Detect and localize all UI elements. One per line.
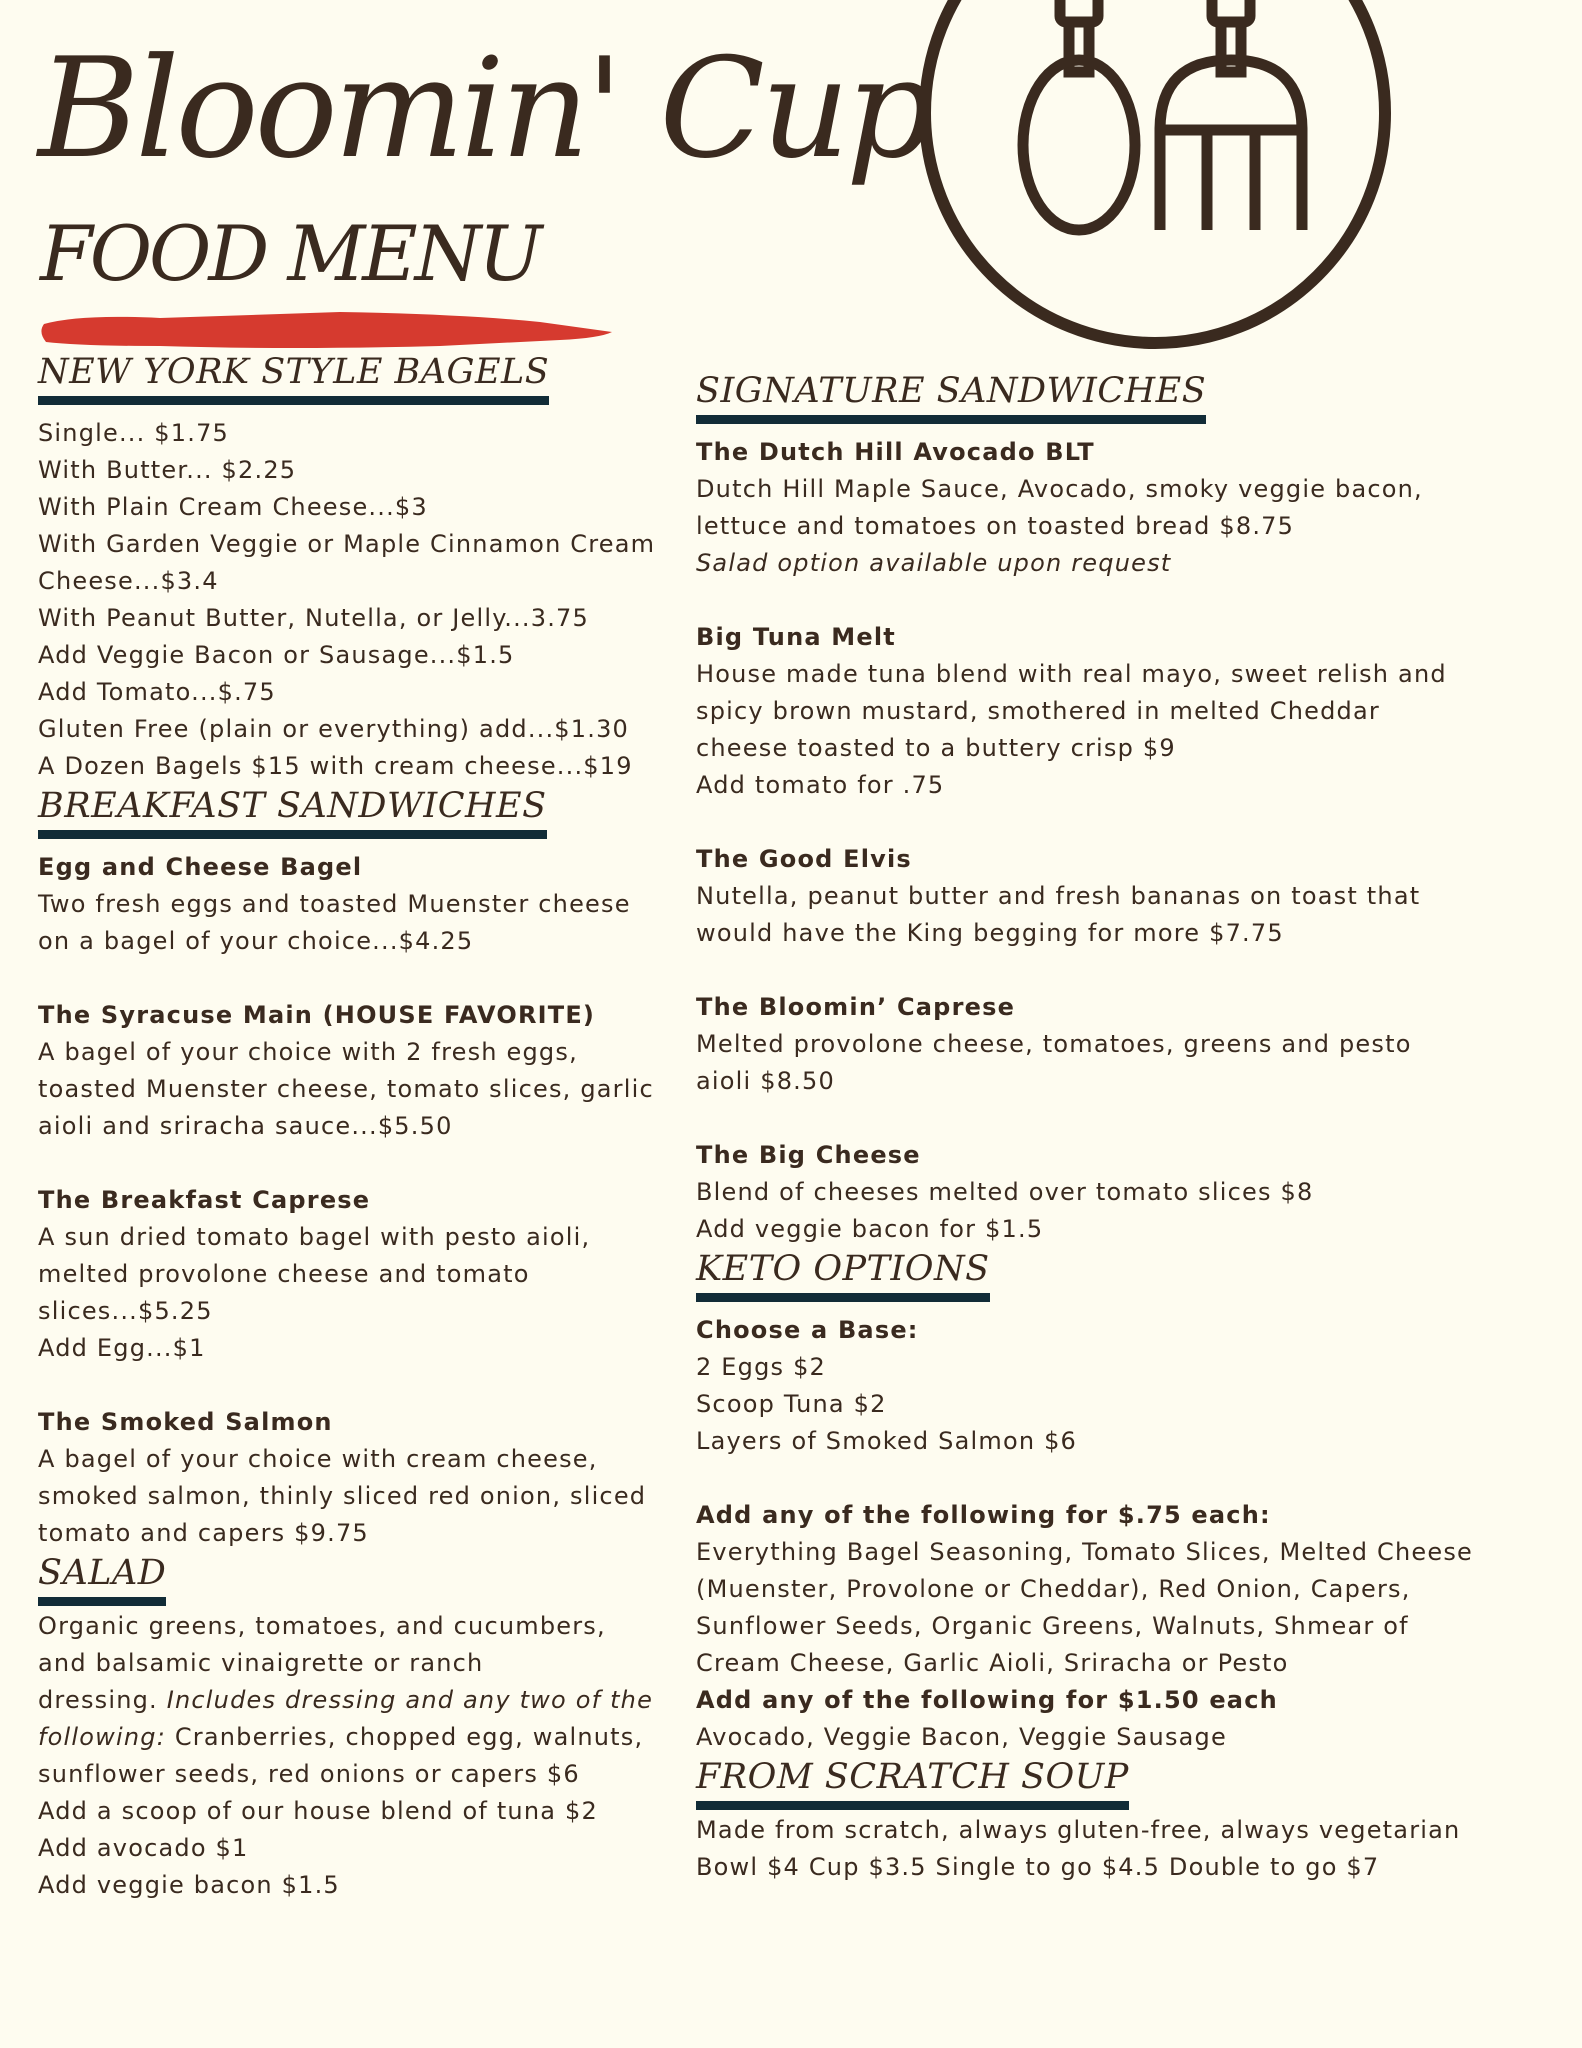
- menu-line: Single... $1.75: [38, 419, 230, 447]
- menu-line: Sunflower Seeds, Organic Greens, Walnuts, Shmear of: [696, 1612, 1409, 1640]
- item-desc: Add tomato for .75: [696, 771, 945, 799]
- menu-line: Cream Cheese, Garlic Aioli, Sriracha or Pesto: [696, 1649, 1289, 1677]
- menu-line: Add Tomato...$.75: [38, 678, 276, 706]
- menu-line: Layers of Smoked Salmon $6: [696, 1427, 1078, 1455]
- item-name: Egg and Cheese Bagel: [38, 853, 363, 881]
- item-desc: tomato and capers $9.75: [38, 1519, 369, 1547]
- menu-line: sunflower seeds, red onions or capers $6: [38, 1760, 580, 1788]
- menu-line: With Garden Veggie or Maple Cinnamon Cream: [38, 530, 656, 558]
- item-desc: toasted Muenster cheese, tomato slices, garlic: [38, 1075, 654, 1103]
- keto-addon-label: Add any of the following for $1.50 each: [696, 1686, 1278, 1714]
- menu-line: Gluten Free (plain or everything) add...$1.30: [38, 715, 630, 743]
- section-underline: [38, 1597, 166, 1606]
- menu-line: Add veggie bacon $1.5: [38, 1871, 340, 1899]
- bagels-section: [38, 352, 738, 785]
- item-desc: Add veggie bacon for $1.5: [696, 1215, 1044, 1243]
- section-underline: [696, 1801, 1129, 1810]
- section-underline: [38, 396, 549, 405]
- item-desc: cheese toasted to a buttery crisp $9: [696, 734, 1176, 762]
- menu-line: (Muenster, Provolone or Cheddar), Red Onion, Capers,: [696, 1575, 1411, 1603]
- menu-line: With Peanut Butter, Nutella, or Jelly...3.75: [38, 604, 589, 632]
- menu-line: [38, 1719, 738, 1756]
- menu-line: [38, 1682, 738, 1719]
- item-name: The Breakfast Caprese: [38, 1186, 371, 1214]
- salad-text: dressing.: [38, 1686, 167, 1714]
- item-name: The Syracuse Main (HOUSE FAVORITE): [38, 1001, 596, 1029]
- right-column: [696, 371, 1536, 1886]
- item-desc: Dutch Hill Maple Sauce, Avocado, smoky veggie bacon,: [696, 475, 1423, 503]
- menu-line: Add Veggie Bacon or Sausage...$1.5: [38, 641, 515, 669]
- section-heading: SALAD: [38, 1553, 167, 1593]
- menu-line: Add a scoop of our house blend of tuna $2: [38, 1797, 598, 1825]
- red-brush-stroke: [40, 310, 620, 352]
- item-desc: A bagel of your choice with cream cheese,: [38, 1445, 598, 1473]
- spoon-fork-icon: [900, 0, 1410, 350]
- item-desc: aioli and sriracha sauce...$5.50: [38, 1112, 453, 1140]
- item-desc: Blend of cheeses melted over tomato slices $8: [696, 1178, 1314, 1206]
- item-note: Salad option available upon request: [696, 549, 1172, 577]
- item-desc: would have the King begging for more $7.75: [696, 919, 1284, 947]
- section-heading: SIGNATURE SANDWICHES: [696, 371, 1207, 411]
- salad-italic-text: Includes dressing and any two of the: [166, 1686, 654, 1714]
- section-heading: FROM SCRATCH SOUP: [696, 1757, 1129, 1797]
- item-name: The Smoked Salmon: [38, 1408, 333, 1436]
- section-underline: [696, 1293, 990, 1302]
- item-desc: slices...$5.25: [38, 1297, 213, 1325]
- restaurant-title: Bloomin' Cup: [38, 28, 931, 189]
- left-column: [38, 352, 738, 1904]
- menu-line: Avocado, Veggie Bacon, Veggie Sausage: [696, 1723, 1227, 1751]
- section-heading: KETO OPTIONS: [696, 1249, 990, 1289]
- item-desc: spicy brown mustard, smothered in melted Cheddar: [696, 697, 1380, 725]
- item-name: The Big Cheese: [696, 1141, 921, 1169]
- menu-line: With Plain Cream Cheese...$3: [38, 493, 428, 521]
- item-name: The Bloomin’ Caprese: [696, 993, 1016, 1021]
- item-desc: Two fresh eggs and toasted Muenster cheese: [38, 890, 631, 918]
- menu-line: and balsamic vinaigrette or ranch: [38, 1649, 484, 1677]
- menu-line: Bowl $4 Cup $3.5 Single to go $4.5 Double to go $7: [696, 1853, 1380, 1881]
- item-desc: melted provolone cheese and tomato: [38, 1260, 530, 1288]
- salad-section: [38, 1553, 738, 1904]
- menu-line: Made from scratch, always gluten-free, always vegetarian: [696, 1816, 1461, 1844]
- menu-subtitle: FOOD MENU: [40, 209, 540, 298]
- item-desc: smoked salmon, thinly sliced red onion, sliced: [38, 1482, 647, 1510]
- item-name: Big Tuna Melt: [696, 623, 896, 651]
- section-heading: NEW YORK STYLE BAGELS: [38, 352, 550, 392]
- item-desc: House made tuna blend with real mayo, sweet relish and: [696, 660, 1447, 688]
- menu-line: Cheese...$3.4: [38, 567, 219, 595]
- item-desc: Add Egg...$1: [38, 1334, 206, 1362]
- section-underline: [696, 415, 1206, 424]
- menu-line: A Dozen Bagels $15 with cream cheese...$19: [38, 752, 633, 780]
- item-name: The Good Elvis: [696, 845, 912, 873]
- salad-italic-text: following:: [38, 1723, 166, 1751]
- keto-addon-label: Add any of the following for $.75 each:: [696, 1501, 1271, 1529]
- soup-section: [696, 1757, 1536, 1886]
- salad-text: Cranberries, chopped egg, walnuts,: [165, 1723, 644, 1751]
- menu-line: Everything Bagel Seasoning, Tomato Slices, Melted Cheese: [696, 1538, 1474, 1566]
- item-name: The Dutch Hill Avocado BLT: [696, 438, 1095, 466]
- signature-section: [696, 371, 1536, 1248]
- keto-base-label: Choose a Base:: [696, 1316, 919, 1344]
- item-desc: aioli $8.50: [696, 1067, 835, 1095]
- menu-line: Organic greens, tomatoes, and cucumbers,: [38, 1612, 606, 1640]
- menu-line: 2 Eggs $2: [696, 1353, 827, 1381]
- item-desc: lettuce and tomatoes on toasted bread $8.75: [696, 512, 1295, 540]
- breakfast-section: [38, 786, 738, 1552]
- item-desc: A sun dried tomato bagel with pesto aioli,: [38, 1223, 591, 1251]
- keto-section: [696, 1249, 1536, 1756]
- item-desc: A bagel of your choice with 2 fresh eggs,: [38, 1038, 578, 1066]
- item-desc: on a bagel of your choice...$4.25: [38, 927, 474, 955]
- menu-line: Add avocado $1: [38, 1834, 249, 1862]
- section-underline: [38, 830, 547, 839]
- menu-line: Scoop Tuna $2: [696, 1390, 887, 1418]
- menu-line: With Butter... $2.25: [38, 456, 297, 484]
- section-heading: BREAKFAST SANDWICHES: [38, 786, 547, 826]
- item-desc: Nutella, peanut butter and fresh bananas on toast that: [696, 882, 1421, 910]
- item-desc: Melted provolone cheese, tomatoes, greens and pesto: [696, 1030, 1412, 1058]
